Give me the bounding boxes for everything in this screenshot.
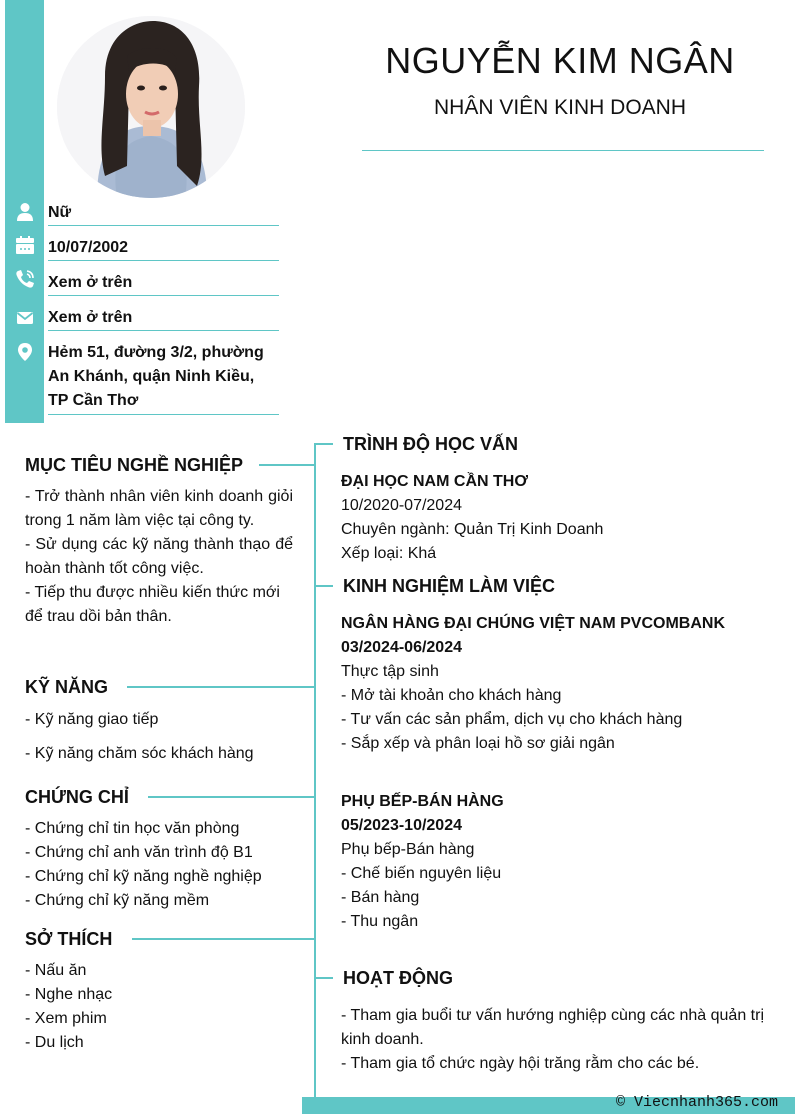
hobby-item: - Xem phim	[25, 1010, 107, 1027]
contact-phone: Xem ở trên	[48, 271, 279, 296]
contact-address: Hẻm 51, đường 3/2, phường An Khánh, quận Ninh Kiều, TP Cần Thơ	[48, 341, 279, 415]
objective-item: - Sử dụng các kỹ năng thành thạo để hoàn thành tốt công việc.	[25, 536, 293, 577]
activity-item: - Tham gia tổ chức ngày hội trăng rằm cho các bé.	[341, 1055, 700, 1072]
job-task: - Thu ngân	[341, 913, 419, 930]
person-icon	[14, 201, 36, 223]
header-divider	[362, 150, 764, 151]
hobbies-connector	[132, 938, 315, 940]
hobby-item: - Nghe nhạc	[25, 986, 113, 1003]
education-grade: Xếp loại: Khá	[341, 545, 437, 562]
job-period: 05/2023-10/2024	[341, 817, 462, 834]
education-body	[341, 470, 781, 566]
certificate-item: - Chứng chỉ kỹ năng mềm	[25, 892, 210, 909]
profile-photo	[57, 16, 245, 198]
job-period: 03/2024-06/2024	[341, 639, 462, 656]
objective-body	[25, 485, 293, 629]
job-task: - Tư vấn các sản phẩm, dịch vụ cho khách hàng	[341, 711, 683, 728]
objective-title: MỤC TIÊU NGHỀ NGHIỆP	[25, 455, 244, 475]
education-connector	[315, 443, 333, 445]
activities-title: HOẠT ĐỘNG	[343, 968, 453, 988]
location-pin-icon	[14, 341, 36, 363]
certificate-item: - Chứng chỉ kỹ năng nghề nghiệp	[25, 868, 262, 885]
job-company: PHỤ BẾP-BÁN HÀNG	[341, 793, 504, 810]
certificate-item: - Chứng chỉ anh văn trình độ B1	[25, 844, 253, 861]
phone-icon	[14, 268, 36, 290]
skill-item: - Kỹ năng giao tiếp	[25, 711, 159, 728]
watermark: © Viecnhanh365.com	[615, 1094, 778, 1111]
job-task: - Bán hàng	[341, 889, 420, 906]
job-company: NGÂN HÀNG ĐẠI CHÚNG VIỆT NAM PVCOMBANK	[341, 615, 725, 632]
education-period: 10/2020-07/2024	[341, 497, 462, 514]
job-task: - Sắp xếp và phân loại hồ sơ giải ngân	[341, 735, 615, 752]
candidate-name: NGUYỄN KIM NGÂN	[385, 40, 735, 81]
contact-birthdate: 10/07/2002	[48, 236, 279, 261]
objective-item: - Trở thành nhân viên kinh doanh giỏi trong 1 năm làm việc tại công ty.	[25, 488, 293, 529]
timeline-vertical-line	[314, 443, 316, 1098]
calendar-icon	[14, 234, 36, 256]
activity-item: - Tham gia buổi tư vấn hướng nghiệp cùng các nhà quản trị kinh doanh.	[341, 1007, 764, 1048]
experience-job-2	[341, 790, 781, 934]
objective-connector	[259, 464, 315, 466]
hobbies-list	[25, 959, 305, 1055]
avatar	[57, 16, 245, 198]
skills-title: KỸ NĂNG	[25, 677, 109, 697]
certificates-list	[25, 817, 305, 913]
activities-connector	[315, 977, 333, 979]
activities-list	[341, 1004, 781, 1076]
job-role: Phụ bếp-Bán hàng	[341, 841, 475, 858]
contact-email: Xem ở trên	[48, 306, 279, 331]
experience-title: KINH NGHIỆM LÀM VIỆC	[343, 576, 556, 596]
certificate-item: - Chứng chỉ tin học văn phòng	[25, 820, 240, 837]
experience-connector	[315, 585, 333, 587]
hobby-item: - Du lịch	[25, 1034, 84, 1051]
skill-item: - Kỹ năng chăm sóc khách hàng	[25, 745, 254, 762]
job-role: Thực tập sinh	[341, 663, 439, 680]
school-name: ĐẠI HỌC NAM CẦN THƠ	[341, 473, 528, 490]
skills-connector	[127, 686, 315, 688]
education-title: TRÌNH ĐỘ HỌC VẤN	[343, 434, 518, 454]
experience-job-1	[341, 612, 781, 756]
education-major: Chuyên ngành: Quản Trị Kinh Doanh	[341, 521, 604, 538]
hobbies-title: SỞ THÍCH	[25, 929, 113, 949]
hobby-item: - Nấu ăn	[25, 962, 87, 979]
job-task: - Mở tài khoản cho khách hàng	[341, 687, 562, 704]
skills-list	[25, 708, 305, 766]
objective-item: - Tiếp thu được nhiều kiến thức mới để trau dồi bản thân.	[25, 584, 280, 625]
certificates-connector	[148, 796, 315, 798]
certificates-title: CHỨNG CHỈ	[25, 787, 129, 807]
job-task: - Chế biến nguyên liệu	[341, 865, 502, 882]
job-title: NHÂN VIÊN KINH DOANH	[433, 96, 687, 119]
contact-gender: Nữ	[48, 201, 279, 226]
mail-icon	[14, 307, 36, 329]
